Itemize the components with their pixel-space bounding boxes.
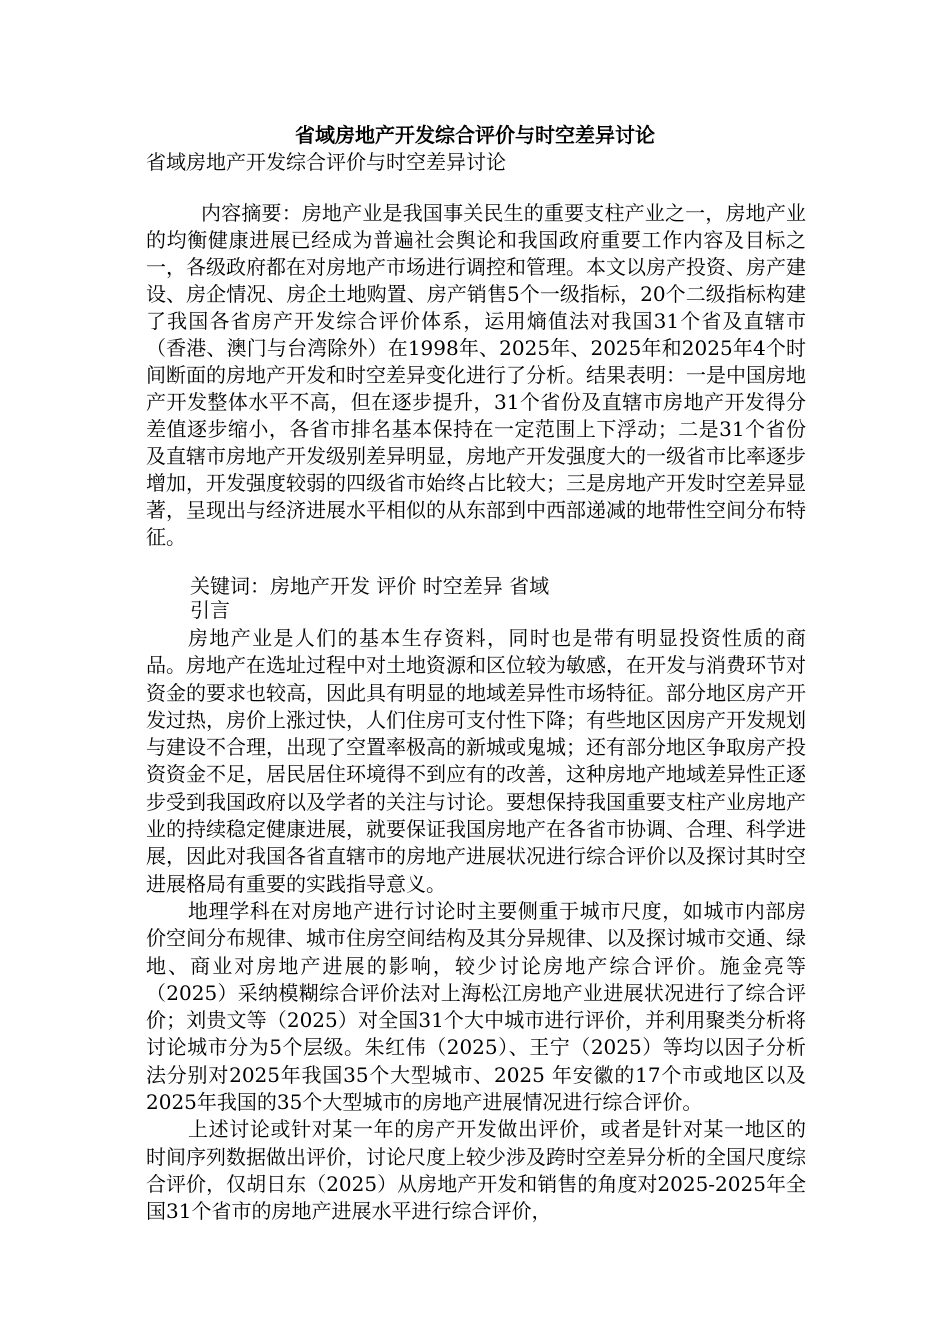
body-paragraph: 房地产业是人们的基本生存资料，同时也是带有明显投资性质的商品。房地产在选址过程中对土地资源和区位较为敏感，在开发与消费环节对资金的要求也较高，因此具有明显的地域差异性市场特征。部分地区房产开发过热，房价上涨过快，人们住房可支付性下降；有些地区因房产开发规划与建设不合理，出现了空置率极高的新城或鬼城；还有部分地区争取房产投资资金不足，居民居住环境得不到应有的改善，这种房地产地域差异性正逐步受到我国政府以及学者的关注与讨论。要想保持我国重要支柱产业房地产业的持续稳定健康进展，就要保证我国房地产在各省市协调、合理、科学进展，因此对我国各省直辖市的房地产进展状况进行综合评价以及探讨其时空进展格局有重要的实践指导意义。 bbox=[146, 626, 806, 896]
abstract-paragraph: 内容摘要：房地产业是我国事关民生的重要支柱产业之一，房地产业的均衡健康进展已经成为普遍社会舆论和我国政府重要工作内容及目标之一，各级政府都在对房地产市场进行调控和管理。本文以房产投资、房产建设、房企情况、房企土地购置、房产销售5个一级指标，20个二级指标构建了我国各省房产开发综合评价体系，运用熵值法对我国31个省及直辖市（香港、澳门与台湾除外）在1998年、2025年、2025年和2025年4个时间断面的房地产开发和时空差异变化进行了分析。结果表明：一是中国房地产开发整体水平不高，但在逐步提升，31个省份及直辖市房地产开发得分差值逐步缩小，各省市排名基本保持在一定范围上下浮动；二是31个省份及直辖市房地产开发级别差异明显，房地产开发强度大的一级省市比率逐步增加，开发强度较弱的四级省市始终占比较大；三是房地产开发时空差异显著，呈现出与经济进展水平相似的从东部到中西部递减的地带性空间分布特征。 bbox=[146, 201, 806, 549]
body-text bbox=[146, 625, 806, 1226]
introduction-heading: 引言 bbox=[190, 598, 230, 622]
keywords-line: 关键词：房地产开发 评价 时空差异 省域 bbox=[190, 574, 550, 598]
document-title: 省域房地产开发综合评价与时空差异讨论 bbox=[295, 123, 655, 147]
body-paragraph: 上述讨论或针对某一年的房产开发做出评价，或者是针对某一地区的时间序列数据做出评价，讨论尺度上较少涉及跨时空差异分析的全国尺度综合评价，仅胡日东（2025）从房地产开发和销售的角度对2025-2025年全国31个省市的房地产进展水平进行综合评价， bbox=[146, 1117, 806, 1224]
document-subtitle: 省域房地产开发综合评价与时空差异讨论 bbox=[146, 150, 506, 174]
body-paragraph: 地理学科在对房地产进行讨论时主要侧重于城市尺度，如城市内部房价空间分布规律、城市住房空间结构及其分异规律、以及探讨城市交通、绿地、商业对房地产进展的影响，较少讨论房地产综合评价。施金亮等（2025）采纳模糊综合评价法对上海松江房地产业进展状况进行了综合评价；刘贵文等（2025）对全国31个大中城市进行评价，并利用聚类分析将讨论城市分为5个层级。朱红伟（2025）、王宁（2025）等均以因子分析法分别对2025年我国35个大型城市、2025 年安徽的17个市或地区以及2025年我国的35个大型城市的房地产进展情况进行综合评价。 bbox=[146, 898, 806, 1115]
